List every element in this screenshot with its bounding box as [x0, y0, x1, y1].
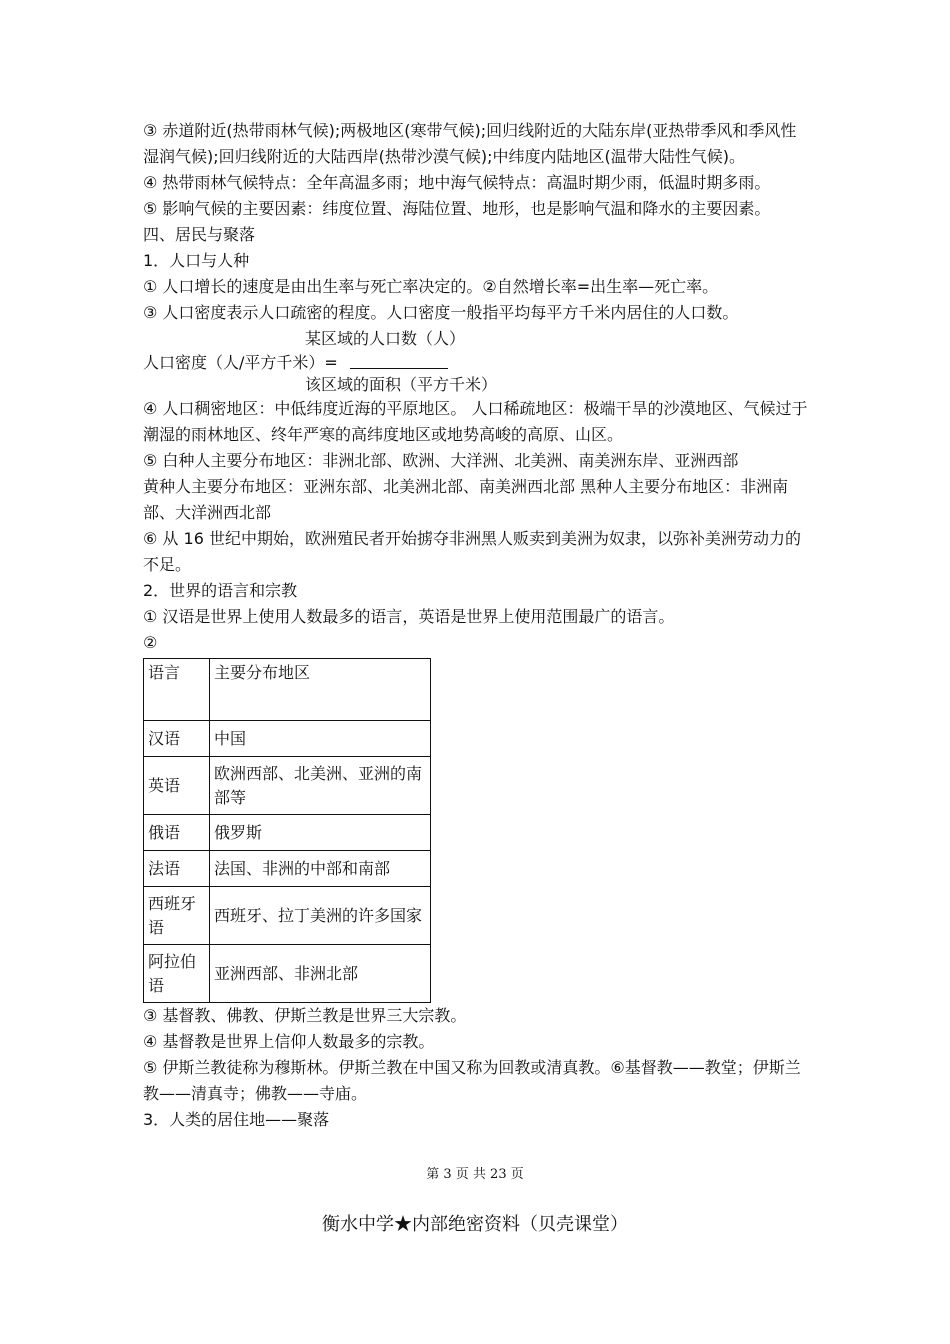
- formula-numerator: 某区域的人口数（人）: [305, 329, 466, 348]
- table-cell: 亚洲西部、非洲北部: [210, 945, 431, 1003]
- subsection-heading: 2．世界的语言和宗教: [143, 581, 298, 600]
- document-body: [143, 118, 811, 1133]
- table-cell: 西班牙语: [144, 887, 210, 945]
- table-header-cell: 主要分布地区: [210, 659, 431, 721]
- table-header-row: [144, 659, 431, 721]
- paragraph: ③ 赤道附近(热带雨林气候);两极地区(寒带气候);回归线附近的大陆东岸(亚热带季风和季风性湿润气候);回归线附近的大陆西岸(热带沙漠气候);中纬度内陆地区(温带大陆性气候)。: [143, 121, 797, 166]
- footer-brand: 衡水中学★内部绝密资料（贝壳课堂）: [322, 1214, 628, 1235]
- table-row: [144, 721, 431, 757]
- table-header-cell: 语言: [144, 659, 210, 721]
- table-cell: 英语: [144, 757, 210, 815]
- paragraph: ④ 基督教是世界上信仰人数最多的宗教。: [143, 1032, 435, 1051]
- formula-lhs: 人口密度（人/平方千米）=: [143, 353, 338, 372]
- paragraph: 黄种人主要分布地区：亚洲东部、北美洲北部、南美洲西北部 黑种人主要分布地区：非洲南部、大洋洲西北部: [143, 477, 789, 522]
- population-density-formula: [143, 326, 811, 396]
- paragraph: ③ 基督教、佛教、伊斯兰教是世界三大宗教。: [143, 1006, 467, 1025]
- table-row: [144, 757, 431, 815]
- subsection-heading: 1．人口与人种: [143, 251, 250, 270]
- table-cell: 俄罗斯: [210, 815, 431, 851]
- paragraph: ⑥ 从 16 世纪中期始，欧洲殖民者开始掳夺非洲黑人贩卖到美洲为奴隶，以弥补美洲劳动力的不足。: [143, 529, 801, 574]
- paragraphs-top: [143, 118, 811, 326]
- table-cell: 汉语: [144, 721, 210, 757]
- page-number: 第 3 页 共 23 页: [426, 1167, 524, 1182]
- paragraph: ③ 人口密度表示人口疏密的程度。人口密度一般指平均每平方千米内居住的人口数。: [143, 303, 739, 322]
- table-row: [144, 945, 431, 1003]
- paragraph: ②: [143, 633, 158, 652]
- paragraphs-bottom: [143, 1003, 811, 1133]
- subsection-heading: 3．人类的居住地——聚落: [143, 1110, 330, 1129]
- table-row: [144, 815, 431, 851]
- table-cell: 阿拉伯语: [144, 945, 210, 1003]
- table-cell: 俄语: [144, 815, 210, 851]
- paragraph: ⑤ 伊斯兰教徒称为穆斯林。伊斯兰教在中国又称为回教或清真教。⑥基督教——教堂；伊斯兰教——清真寺；佛教——寺庙。: [143, 1058, 801, 1103]
- table-cell: 法语: [144, 851, 210, 887]
- language-table: [143, 658, 431, 1003]
- section-heading: 四、居民与聚落: [143, 225, 256, 244]
- paragraph: ④ 热带雨林气候特点：全年高温多雨；地中海气候特点：高温时期少雨，低温时期多雨。: [143, 173, 771, 192]
- paragraphs-mid: [143, 396, 811, 656]
- table-cell: 法国、非洲的中部和南部: [210, 851, 431, 887]
- table-row: [144, 887, 431, 945]
- table-cell: 中国: [210, 721, 431, 757]
- paragraph: ⑤ 影响气候的主要因素：纬度位置、海陆位置、地形，也是影响气温和降水的主要因素。: [143, 199, 771, 218]
- paragraph: ① 汉语是世界上使用人数最多的语言，英语是世界上使用范围最广的语言。: [143, 607, 675, 626]
- formula-denominator: 该区域的面积（平方千米）: [305, 375, 498, 394]
- table-cell: 欧洲西部、北美洲、亚洲的南部等: [210, 757, 431, 815]
- fraction-line: [350, 368, 448, 369]
- table-cell: 西班牙、拉丁美洲的许多国家: [210, 887, 431, 945]
- paragraph: ⑤ 白种人主要分布地区：非洲北部、欧洲、大洋洲、北美洲、南美洲东岸、亚洲西部: [143, 451, 739, 470]
- table-row: [144, 851, 431, 887]
- paragraph: ① 人口增长的速度是由出生率与死亡率决定的。②自然增长率=出生率—死亡率。: [143, 277, 719, 296]
- paragraph: ④ 人口稠密地区：中低纬度近海的平原地区。 人口稀疏地区：极端干旱的沙漠地区、气候过于潮湿的雨林地区、终年严寒的高纬度地区或地势高峻的高原、山区。: [143, 399, 808, 444]
